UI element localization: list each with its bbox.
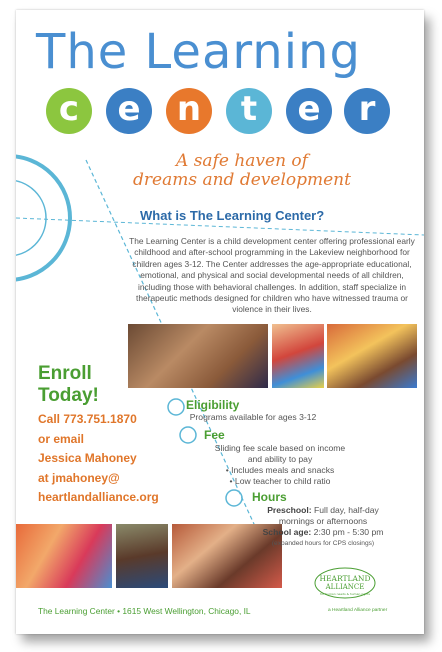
enroll-line-2: Today! — [38, 385, 99, 406]
logo-graphic — [314, 566, 376, 600]
hours-preschool: Preschool: Full day, half-day — [267, 505, 379, 515]
enroll-heading — [38, 363, 99, 407]
photo-children-reading — [128, 324, 268, 388]
logo-text-1: HEARTLAND — [319, 574, 371, 583]
circle-letter: t — [226, 88, 272, 134]
what-heading: What is The Learning Center? — [140, 208, 325, 223]
hours-preschool-2: mornings or afternoons — [278, 516, 368, 526]
fee-heading: Fee — [204, 428, 225, 442]
circle-letter: e — [106, 88, 152, 134]
tagline-line-1: A safe haven of — [176, 151, 308, 171]
fee-line-1: Sliding fee scale based on income — [214, 443, 346, 453]
contact-info — [38, 410, 159, 508]
fee-line-2: and ability to pay — [247, 454, 313, 464]
tagline — [122, 152, 362, 190]
tagline-line-2: dreams and development — [133, 170, 351, 190]
enroll-line-1: Enroll — [38, 363, 92, 384]
fee-bullet-2: • Low teacher to child ratio — [229, 476, 331, 486]
hours-note: (expanded hours for CPS closings) — [271, 540, 375, 547]
footer-address: The Learning Center • 1615 West Wellington, Chicago, IL — [38, 606, 251, 616]
what-body: The Learning Center is a child development center offering professional early childhood and after-school programming in the Lakeview neighborhood for children ages 3-12. The Center addresses the age-appropriate educational, emotional, and physical and social developmental needs of all children, including those with behavioral challenges. In addition, staff specialize in therapeutic methods designed for children who have witnessed trauma or violence in their lives. — [129, 236, 415, 315]
photo-child-toys — [272, 324, 324, 388]
logo-tagline: for human needs & human rights — [320, 592, 370, 596]
contact-email-2: heartlandalliance.org — [38, 490, 159, 504]
contact-name: Jessica Mahoney — [38, 451, 137, 465]
hours-body — [242, 505, 404, 549]
eligibility-heading: Eligibility — [186, 398, 240, 412]
circle-letter: r — [344, 88, 390, 134]
poster — [16, 10, 424, 634]
hours-heading: Hours — [252, 490, 287, 504]
fee-body — [200, 443, 360, 487]
photo-kids-slide — [16, 524, 112, 588]
circle-letter: c — [46, 88, 92, 134]
logo-text-2: ALLIANCE — [325, 583, 365, 591]
contact-line-2: or email — [38, 431, 85, 446]
contact-email-1: at jmahoney@ — [38, 470, 120, 485]
contact-phone: Call 773.751.1870 — [38, 412, 137, 426]
center-circles — [46, 88, 406, 136]
heartland-alliance-logo — [314, 566, 376, 600]
poster-title: The Learning — [36, 24, 361, 80]
eligibility-body: Programs available for ages 3-12 — [189, 412, 317, 422]
partner-text: a Heartland Alliance partner — [328, 608, 388, 613]
circle-letter: n — [166, 88, 212, 134]
photo-children-playing — [327, 324, 417, 388]
hours-school: School age: 2:30 pm - 5:30 pm — [262, 527, 384, 537]
circle-letter: e — [286, 88, 332, 134]
fee-bullet-1: • Includes meals and snacks — [225, 465, 335, 475]
photo-child-portrait — [116, 524, 168, 588]
